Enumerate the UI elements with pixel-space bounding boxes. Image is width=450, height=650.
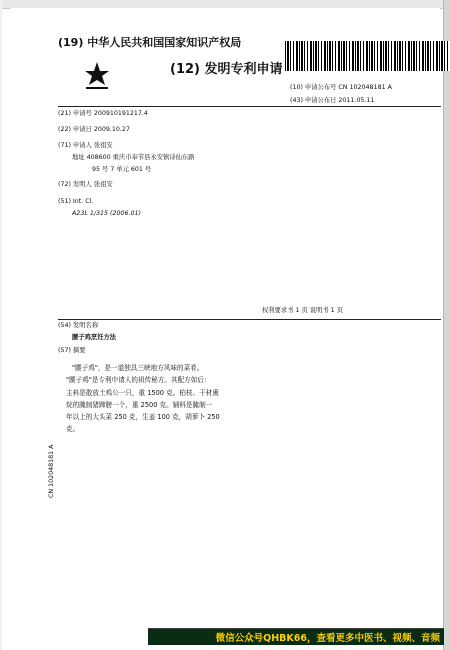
viewer-left-edge (0, 0, 2, 650)
page-counts: 权利要求书 1 页 说明书 1 页 (262, 307, 343, 314)
applicant: (71) 申请人 张祖安 (58, 142, 113, 149)
invention-title: 腰子鸡烹饪方法 (72, 334, 117, 341)
barcode (285, 41, 450, 71)
document-type: (12) 发明专利申请 (170, 62, 283, 77)
filing-date: (22) 申请日 2009.10.27 (58, 126, 130, 133)
side-publication-number: CN 102048181 A (48, 444, 55, 498)
promo-text: 微信公众号QHBK66，查看更多中医书、视频、音频 (215, 633, 440, 644)
publication-number: (10) 申请公布号 CN 102048181 A (290, 84, 392, 91)
sipo-logo-icon (80, 60, 114, 92)
abstract-text (66, 362, 234, 436)
abstract-line: 年以上的大头菜 250 克，生姜 100 克，胡萝卜 250 (66, 413, 220, 422)
int-cl-label: (51) Int. Cl. (58, 198, 94, 205)
abstract-line: 烷的腌制猪蹄膀一个，重 2500 克。辅料是腌制一 (66, 400, 213, 409)
viewer-scrollbar[interactable] (443, 0, 450, 650)
classification: A23L 1/315 (2006.01) (72, 210, 141, 217)
address-line-1: 地址 408600 重庆市奉节县永安镇诗仙东路 (72, 154, 195, 161)
patent-page (10, 8, 440, 630)
header-rule (58, 106, 441, 107)
abstract-label: (57) 摘要 (58, 347, 86, 354)
authority-heading: (19) 中华人民共和国国家知识产权局 (58, 36, 242, 49)
section-rule (58, 319, 441, 320)
abstract-line: 克。 (66, 425, 80, 434)
application-number: (21) 申请号 200910191217.4 (58, 110, 148, 117)
publication-date: (43) 申请公布日 2011.05.11 (290, 97, 375, 104)
title-label: (54) 发明名称 (58, 322, 99, 329)
inventor: (72) 发明人 张祖安 (58, 181, 113, 188)
abstract-line: "腰子鸡"，是一道独具三峡地方风味的菜肴。 (72, 364, 204, 372)
abstract-line: 主料是散放土鸡公一只，重 1500 克。柏枝、干材熏 (66, 388, 219, 397)
abstract-line: "腰子鸡"是专利申请人的祖传秘方。其配方如后： (66, 376, 211, 385)
address-line-2: 95 号 7 单元 601 号 (92, 166, 152, 173)
promo-banner (148, 628, 444, 645)
